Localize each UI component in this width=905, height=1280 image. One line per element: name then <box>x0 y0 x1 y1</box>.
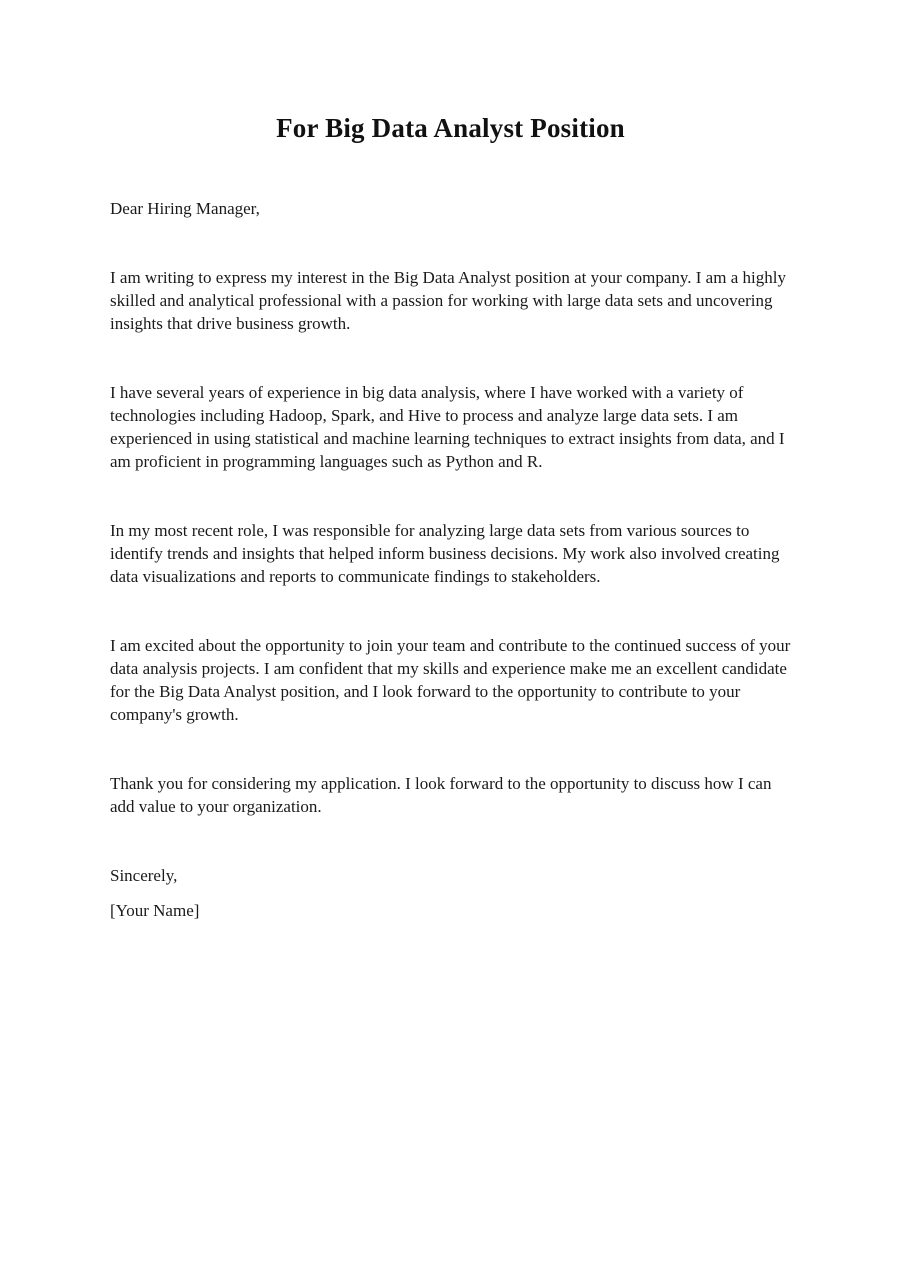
letter-paragraph-recent-role: In my most recent role, I was responsible for analyzing large data sets from various sources to identify trends and insights that helped inform business decisions. My work also involved creating data visualizations and reports to communicate findings to stakeholders. <box>110 521 780 586</box>
letter-signature-placeholder: [Your Name] <box>110 901 200 920</box>
letter-paragraph-experience: I have several years of experience in big data analysis, where I have worked with a variety of technologies including Hadoop, Spark, and Hive to process and analyze large data sets. I am experienced in using statistical and machine learning techniques to extract insights from data, and I am proficient in programming languages such as Python and R. <box>110 383 785 471</box>
letter-paragraph-intro: I am writing to express my interest in the Big Data Analyst position at your company. I am a highly skilled and analytical professional with a passion for working with large data sets and uncovering insights that drive business growth. <box>110 268 786 333</box>
letter-paragraph-excitement: I am excited about the opportunity to join your team and contribute to the continued success of your data analysis projects. I am confident that my skills and experience make me an excellent candidate for the Big Data Analyst position, and I look forward to the opportunity to contribute to your company's growth. <box>110 636 791 724</box>
letter-salutation: Dear Hiring Manager, <box>110 199 260 218</box>
letter-paragraph-thanks: Thank you for considering my application. I look forward to the opportunity to discuss how I can add value to your organization. <box>110 774 772 816</box>
letter-title: For Big Data Analyst Position <box>276 113 625 143</box>
letter-closing: Sincerely, <box>110 866 178 885</box>
